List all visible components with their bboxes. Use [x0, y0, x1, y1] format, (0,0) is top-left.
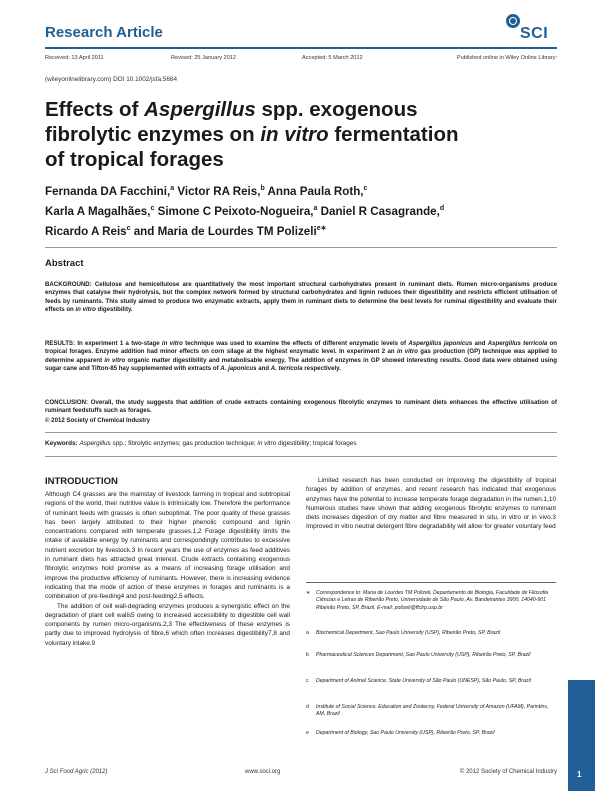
- doi-line: (wileyonlinelibrary.com) DOI 10.1002/jsfa.5684: [45, 76, 178, 83]
- footnote-correspondence: ∗ Correspondence to: Maria de Lourdes TM Polizeli, Departamento de Biologia, Faculdade de Filosofia Ciências e Letras de Ribeirão Preto, Universidade de São Paulo, Av. Bandeirantes 3900, 14040-901 Ribeirão Preto, SP, Brazil. E-mail: polizeli@ffclrp.usp.br: [306, 590, 549, 611]
- introduction-heading: INTRODUCTION: [45, 476, 118, 487]
- intro-paragraph-2: The addition of cell wall-degrading enzymes produces a synergistic effect on the degradation of plant cell walls5 owing to increased accessibility to digestible cell wall components by rumen micro-organisms.2,3 The effectiveness of these enzymes is partly due to improved hydrolysis of fibre,6 which often increases digestibility7,8 and voluntary intake.9: [45, 602, 290, 647]
- intro-left-column: [45, 490, 290, 648]
- abstract-results: RESULTS: In experiment 1 a two-stage in vitro technique was used to examine the effects of different enzymatic levels of Aspergillus japonicus and Aspergillus terricola on tropical forages. Enzyme addition had minor effects on corn silage at the highest enzymatic level. In experiment 2 an in vitro gas production (GP) technique was applied to determine apparent in vitro organic matter digestibility and metabolisable energy. The addition of enzymes in GP showed interesting results. Good data were obtained using sugar cane and Tifton-85 hay supplemented with extracts of A. japonicus and A. terricola respectively.: [45, 340, 557, 372]
- footnote-a: a Biochemical Department, Sao Paulo University (USP), Ribeirão Preto, SP, Brazil: [306, 630, 501, 636]
- footer-journal: J Sci Food Agric (2012): [45, 769, 108, 775]
- keywords: Keywords: Aspergillus spp.; fibrolytic enzymes; gas production technique; in vitro digestibility; tropical forages: [45, 440, 357, 447]
- keywords-rule-top: [45, 432, 557, 433]
- footnote-c: c Department of Animal Science, State University of São Paulo (UNESP), São Paulo, SP, Brazil: [306, 678, 531, 684]
- footnote-rule: [306, 582, 556, 583]
- logo-dot-icon: [510, 18, 516, 24]
- abstract-heading: Abstract: [45, 258, 84, 269]
- revised-date: Revised: 25 January 2012: [171, 55, 236, 61]
- footer-site[interactable]: www.soci.org: [245, 769, 281, 775]
- intro-paragraph-1: Although C4 grasses are the mainstay of livestock farming in tropical and subtropical regions of the world, their nutritive value is intrinsically low. Therefore the performance of ruminant feeds with grasses is often suboptimal. The poor quality of these grasses has been largely attributed to their higher phenolic compound and lignin concentrations compared with temperate grasses.1,2 Forage digestibility limits the intake of available energy by ruminants and correspondingly contributes to excessive nutrient excretion by livestock.3 In recent years the use of enzymes as feed additives in ruminant diets has attracted great interest. Crude extracts containing exogenous fibrolytic enzymes hold promise as a means of increasing forage utilisation and improve the productive efficiency of ruminants. However, there is increasing evidence indicating that the mode of action of these enzymes in forages and ruminants is a combination of pre-feeding4 and post-feeding2,5 effects.: [45, 491, 290, 601]
- published-date: Published online in Wiley Online Library:: [456, 55, 557, 61]
- footnote-b: b Pharmaceutical Sciences Department, Sao Paulo University (USP), Ribeirão Preto, SP, Brazil: [306, 652, 531, 658]
- footnote-e: e Department of Biology, Sao Paulo University (USP), Ribeirão Preto, SP, Brazil: [306, 730, 495, 736]
- keywords-rule-bottom: [45, 456, 557, 457]
- page-side-tab: [568, 680, 595, 791]
- logo-text: SCI: [520, 25, 549, 42]
- intro-right-column: [306, 476, 556, 532]
- intro-paragraph-3: Limited research has been conducted on improving the digestibility of tropical forages by addition of enzymes, and recent research has indicated that exogenous enzymes have the potential to increase temperate forage degradation in the rumen.1,10 Numerous studies have shown that adding exogenous fibrolytic enzymes to ruminant diets increases digestion of dry matter and fibre measured in situ, in vitro or in vivo.3 Improved in vitro neutral detergent fibre degradability will allow for greater voluntary feed: [306, 477, 556, 531]
- article-title: Effects of Aspergillus spp. exogenous fibrolytic enzymes on in vitro fermentation of tropical forages: [45, 98, 459, 171]
- section-label: Research Article: [45, 24, 163, 41]
- abstract-conclusion: CONCLUSION: Overall, the study suggests that addition of crude extracts containing exogenous fibrolytic enzymes to ruminant diets enhances the effective utilisation of ruminant feedstuffs such as forages.: [45, 399, 557, 415]
- received-date: Received: 13 April 2011: [45, 55, 104, 61]
- footnote-d: d Institute of Social Science, Education and Zootecny, Federal University of Amazon (UFAM), Parintins, AM, Brazil: [306, 704, 549, 718]
- accepted-date: Accepted: 5 March 2012: [302, 55, 363, 61]
- abstract-copyright: © 2012 Society of Chemical Industry: [45, 417, 151, 424]
- abstract-rule: [45, 247, 557, 248]
- footer-copyright: © 2012 Society of Chemical Industry: [459, 769, 557, 775]
- side-tab-mark: 1: [577, 770, 582, 779]
- author-list: Fernanda DA Facchini,$^a$ Victor RA Reis,$^b$ Anna Paula Roth,$^c$ Karla A Magalhães,$^c$ Simone C Peixoto-Nogueira,$^a$ Daniel R Casagrande,$^d$ Ricardo A Reis$^c$ and Maria de Lourdes TM Polizeli$^{e∗}$: [45, 184, 445, 238]
- header-rule: [45, 47, 557, 49]
- abstract-background: BACKGROUND: Cellulose and hemicellulose are quantitatively the most important structural carbohydrates present in ruminant diets. Rumen micro-organisms produce enzymes that catalyse their hydrolysis, but the complex network formed by structural carbohydrates and lignin reduces their digestibility and restricts efficient utilisation of feeds by ruminants. This study aimed to produce two enzymatic extracts, apply them in ruminant diets to determine the best levels for ruminal digestibility and evaluate their effects on in vitro digestibility.: [45, 281, 557, 313]
- sci-logo: [506, 14, 556, 44]
